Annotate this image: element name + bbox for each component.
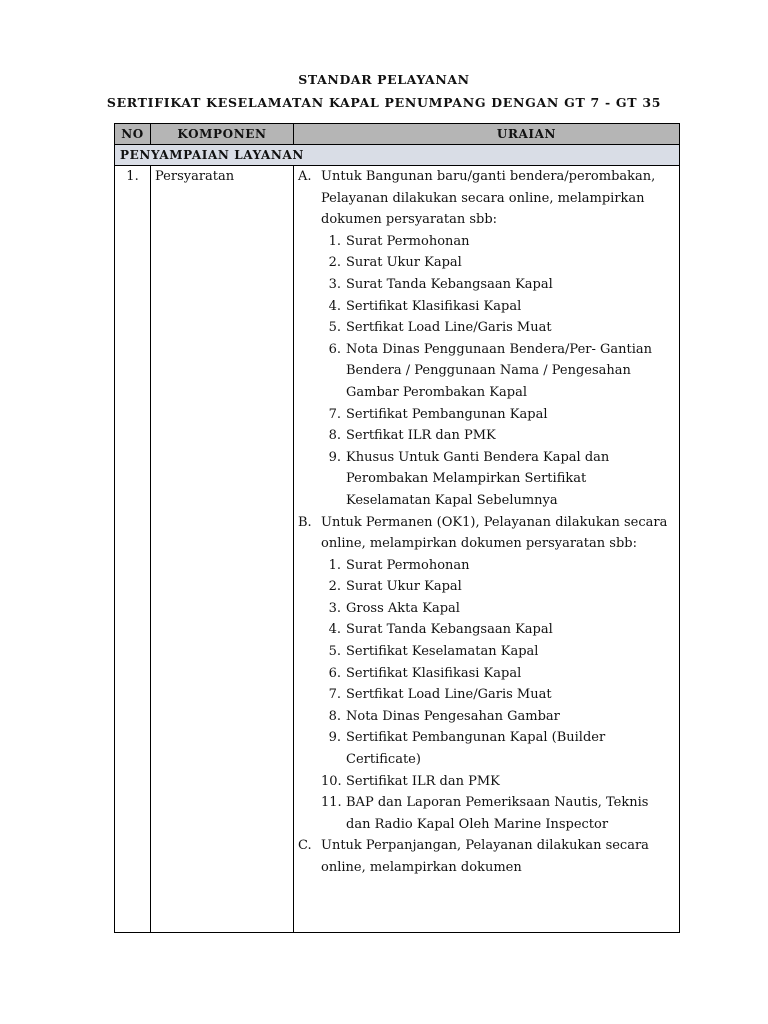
header-komponen: KOMPONEN: [151, 124, 294, 145]
list-item: [321, 727, 673, 770]
item-text: Surat Permohonan: [346, 233, 470, 249]
group-letter: C.: [298, 838, 312, 854]
item-number: 1.: [328, 233, 341, 249]
list-item: [321, 425, 673, 447]
list-item: [321, 684, 673, 706]
item-text: Sertifikat Pembangunan Kapal: [346, 406, 548, 422]
item-text: Surat Tanda Kebangsaan Kapal: [346, 622, 553, 638]
group-intro: [298, 166, 673, 231]
item-text: Sertifikat Klasifikasi Kapal: [346, 298, 522, 314]
group-intro-text: Untuk Bangunan baru/ganti bendera/perombakan, Pelayanan dilakukan secara online, melampirkan dokumen persyaratan sbb:: [321, 169, 656, 228]
requirement-list: [298, 231, 673, 512]
list-item: [321, 663, 673, 685]
list-item: [321, 706, 673, 728]
item-text: Sertifikat Pembangunan Kapal (Builder Certificate): [346, 730, 606, 768]
item-text: Sertfikat ILR dan PMK: [346, 428, 496, 444]
list-item: [321, 252, 673, 274]
list-item: [321, 619, 673, 641]
group-intro-text: Untuk Perpanjangan, Pelayanan dilakukan secara online, melampirkan dokumen: [321, 838, 649, 875]
table-row: [115, 166, 680, 933]
section-row: [115, 145, 680, 166]
item-number: 8.: [328, 708, 341, 724]
list-item: [321, 404, 673, 426]
requirement-groups: [298, 166, 673, 879]
item-number: 5.: [328, 644, 341, 660]
list-item: [321, 598, 673, 620]
requirement-list: [298, 555, 673, 836]
item-text: Khusus Untuk Ganti Bendera Kapal dan Perombakan Melampirkan Sertifikat Keselamatan Kapal Sebelumnya: [346, 449, 610, 508]
group-intro: [298, 512, 673, 555]
item-number: 4.: [328, 622, 341, 638]
item-text: Surat Tanda Kebangsaan Kapal: [346, 276, 553, 292]
item-text: Sertifikat Klasifikasi Kapal: [346, 665, 522, 681]
item-number: 7.: [328, 687, 341, 703]
table-header-row: [115, 124, 680, 145]
list-item: [321, 555, 673, 577]
list-item: [321, 339, 673, 404]
item-text: Sertfikat Load Line/Garis Muat: [346, 687, 552, 703]
list-item: [321, 274, 673, 296]
group-letter: A.: [298, 169, 312, 184]
group-letter: B.: [298, 514, 312, 530]
item-number: 11.: [321, 795, 342, 811]
header-uraian: URAIAN: [294, 124, 680, 145]
document-subtitle: SERTIFIKAT KESELAMATAN KAPAL PENUMPANG DENGAN GT 7 - GT 35: [106, 95, 662, 110]
item-number: 9.: [328, 449, 341, 465]
list-item: [321, 641, 673, 663]
item-text: BAP dan Laporan Pemeriksaan Nautis, Teknis dan Radio Kapal Oleh Marine Inspector: [346, 795, 649, 832]
item-number: 2.: [328, 579, 341, 595]
requirement-group: [298, 835, 673, 878]
item-number: 5.: [328, 320, 341, 336]
list-item: [321, 576, 673, 598]
group-intro: [298, 835, 673, 878]
item-text: Surat Permohonan: [346, 557, 470, 573]
group-intro-text: Untuk Permanen (OK1), Pelayanan dilakukan secara online, melampirkan dokumen persyaratan sbb:: [321, 514, 668, 552]
requirement-group: [298, 512, 673, 836]
item-text: Sertifikat Keselamatan Kapal: [346, 644, 539, 660]
standard-table: [114, 123, 680, 933]
list-item: [321, 296, 673, 318]
row-uraian: [294, 166, 680, 933]
header-no: NO: [115, 124, 151, 145]
list-item: [321, 792, 673, 835]
row-komponen: Persyaratan: [151, 166, 294, 933]
item-number: 4.: [328, 298, 341, 314]
item-number: 2.: [328, 255, 341, 271]
item-text: Gross Akta Kapal: [346, 600, 460, 616]
document-title: STANDAR PELAYANAN: [298, 72, 470, 87]
section-title: PENYAMPAIAN LAYANAN: [115, 145, 680, 166]
item-number: 8.: [328, 428, 341, 444]
row-number: 1.: [115, 166, 151, 933]
item-text: Surat Ukur Kapal: [346, 579, 462, 595]
requirement-group: [298, 166, 673, 512]
item-number: 3.: [328, 276, 341, 292]
list-item: [321, 771, 673, 793]
item-text: Nota Dinas Pengesahan Gambar: [346, 708, 560, 724]
list-item: [321, 317, 673, 339]
item-number: 10.: [321, 773, 342, 789]
list-item: [321, 231, 673, 253]
item-text: Surat Ukur Kapal: [346, 255, 462, 271]
item-number: 6.: [328, 665, 341, 681]
item-number: 7.: [328, 406, 341, 422]
item-text: Nota Dinas Penggunaan Bendera/Per- Gantian Bendera / Penggunaan Nama / Pengesahan Gambar Perombakan Kapal: [346, 341, 653, 400]
item-text: Sertfikat Load Line/Garis Muat: [346, 320, 552, 336]
item-text: Sertifikat ILR dan PMK: [346, 773, 500, 789]
item-number: 9.: [328, 730, 341, 746]
item-number: 1.: [328, 557, 341, 573]
item-number: 3.: [328, 600, 341, 616]
list-item: [321, 447, 673, 512]
item-number: 6.: [328, 341, 341, 357]
